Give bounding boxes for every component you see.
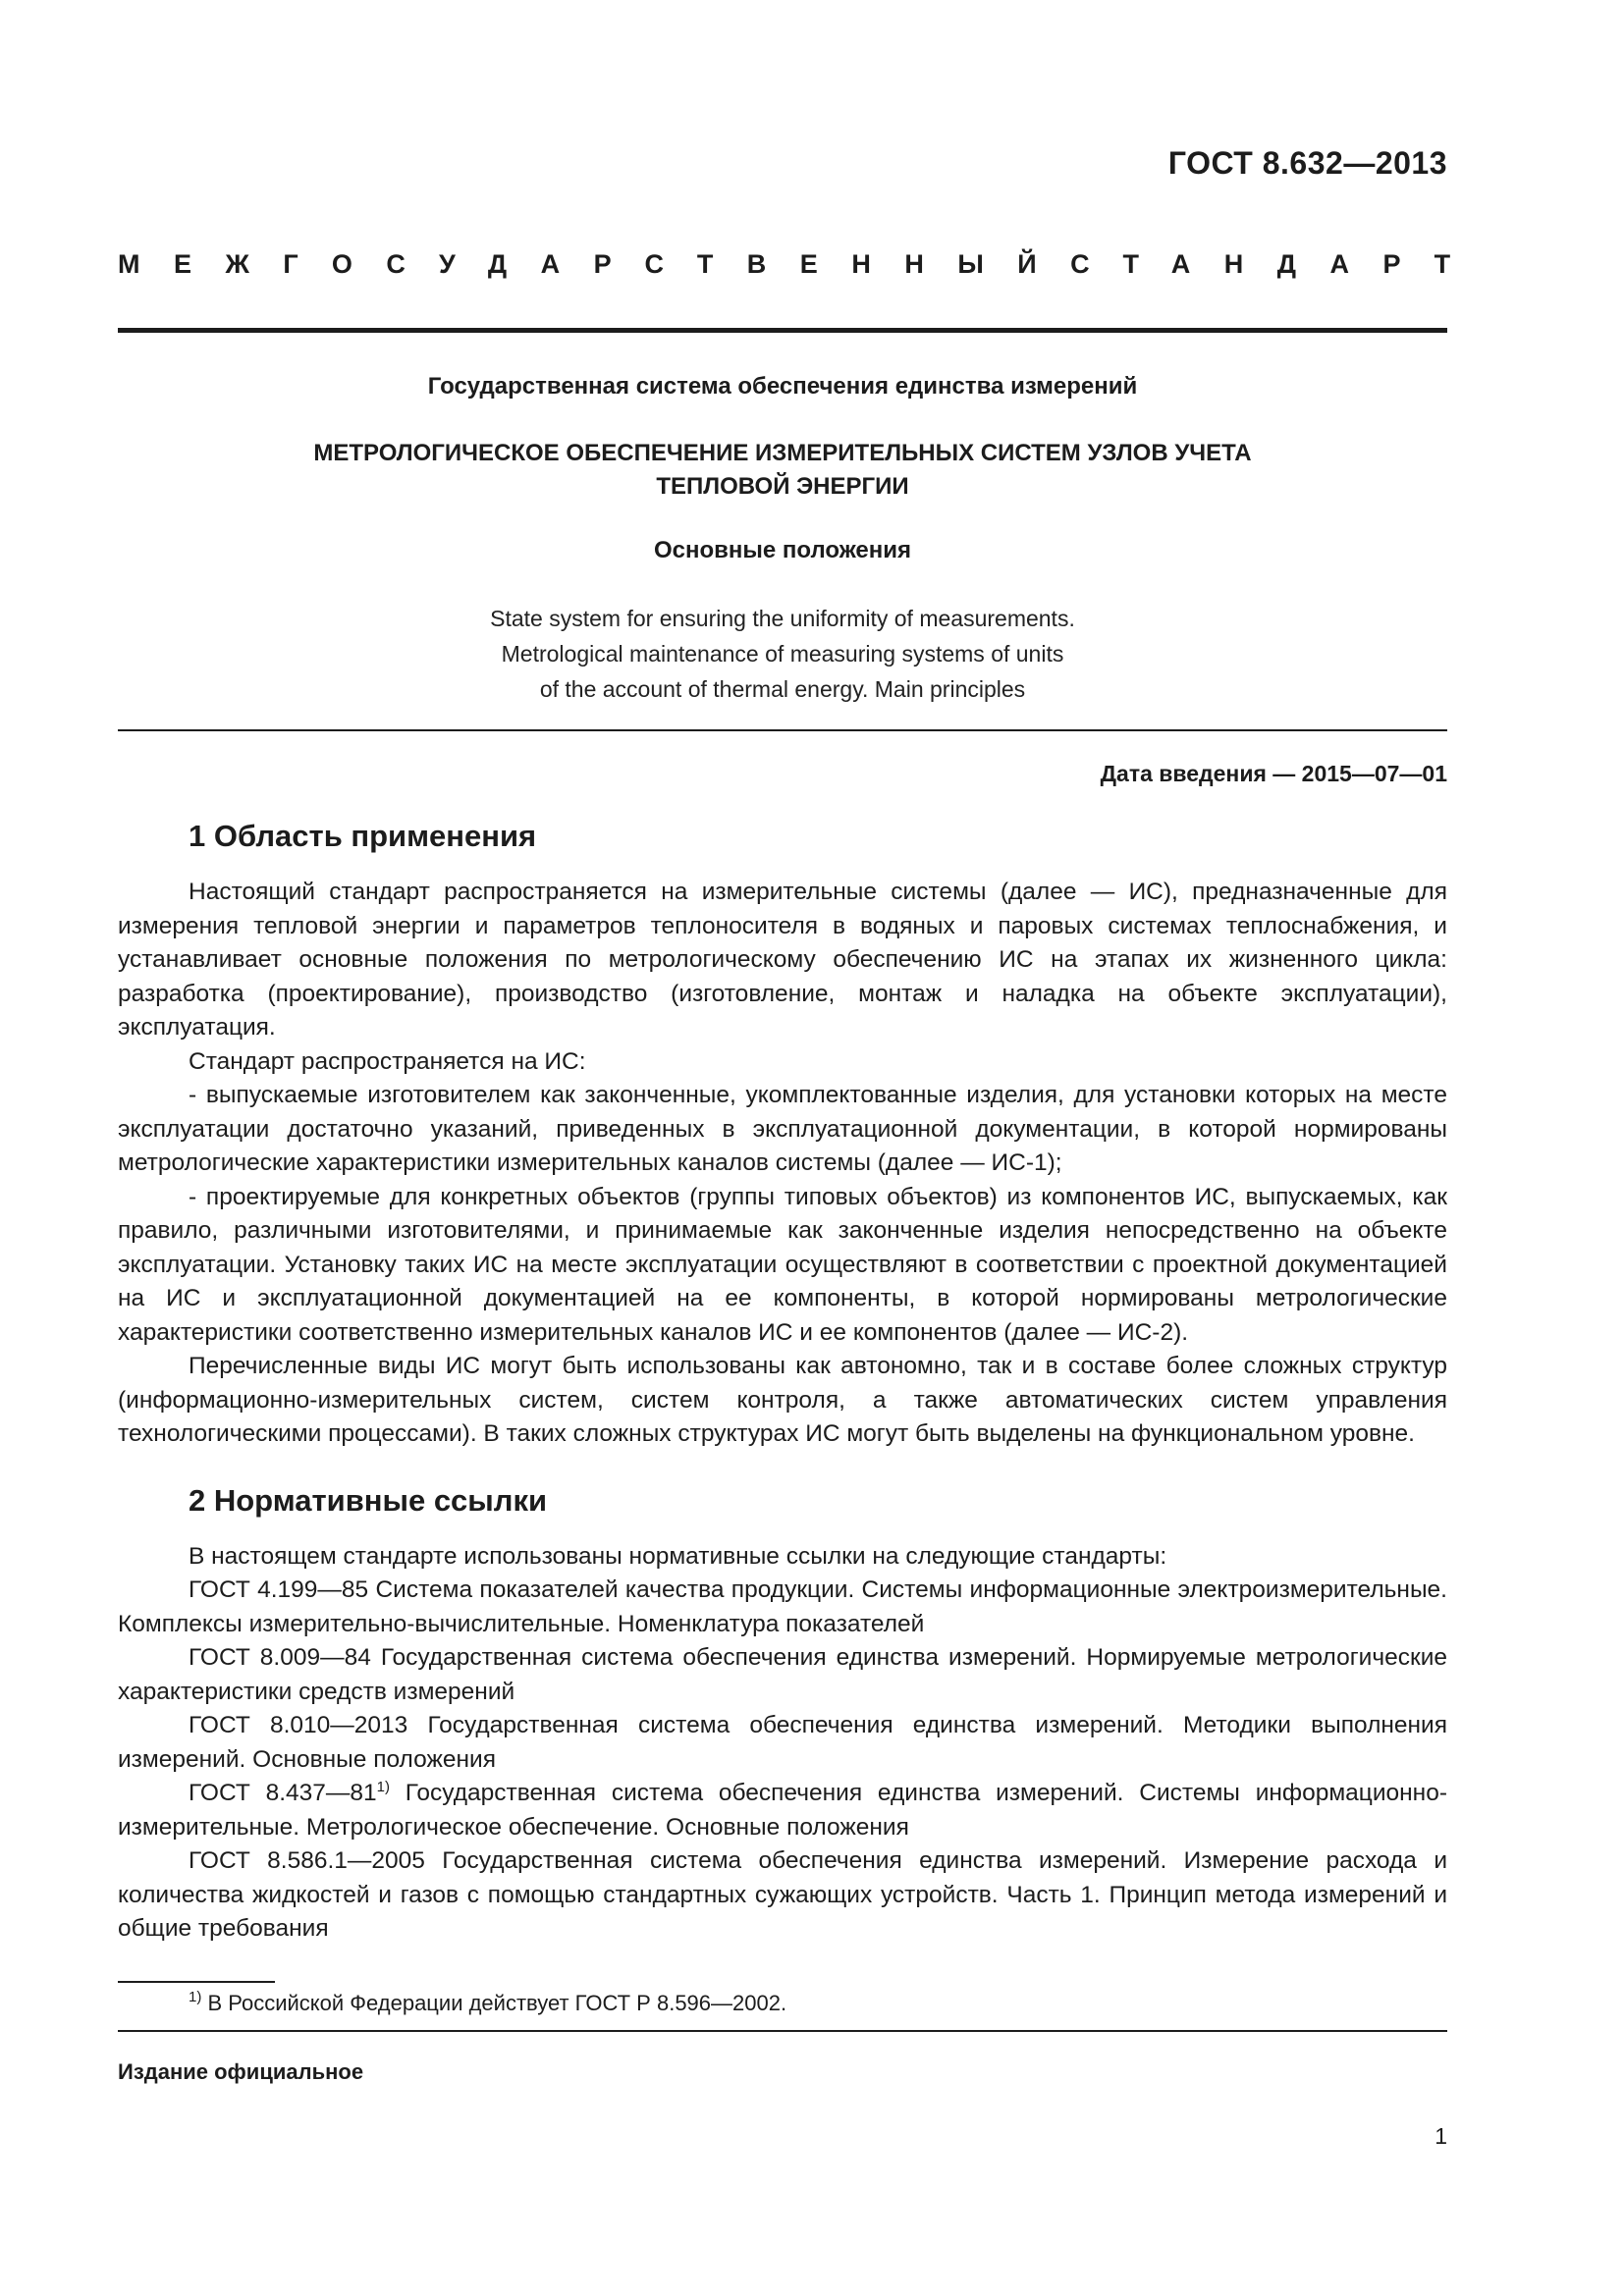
document-title-line: МЕТРОЛОГИЧЕСКОЕ ОБЕСПЕЧЕНИЕ ИЗМЕРИТЕЛЬНЫХ СИСТЕМ УЗЛОВ УЧЕТА [313,440,1252,466]
banner-word-interstate: МЕЖГОСУДАРСТВЕННЫЙ [118,249,1071,279]
interstate-standard-banner [118,249,1485,280]
title-rule [118,729,1447,731]
footer-rule [118,2030,1447,2032]
english-title-line: Metrological maintenance of measuring systems of units [501,641,1064,667]
footnote-text: В Российской Федерации действует ГОСТ Р 8.596—2002. [207,1991,787,2015]
reference-title: Государственная система обеспечения единства измерений. Системы информационно-измерительные. Метрологическое обеспечение. Основные положения [118,1780,1447,1841]
paragraph: В настоящем стандарте использованы нормативные ссылки на следующие стандарты: [189,1542,1167,1570]
header-rule [118,328,1447,333]
document-title-line: ТЕПЛОВОЙ ЭНЕРГИИ [656,473,909,500]
paragraph: - проектируемые для конкретных объектов (группы типовых объектов) из компонентов ИС, выпускаемых, как правило, различными изготовителями, и принимаемые как законченные изделия непосредственно на объекте эксплуатации. Установку таких ИС на месте эксплуатации осуществляют в соответствии с проектной документацией на ИС и эксплуатационной документацией на ее компоненты, в которой нормированы метрологические характеристики соответственно измерительных каналов ИС и ее компонентов (далее — ИС-2). [118,1183,1447,1346]
banner-word-standard: СТАНДАРТ [1070,249,1485,279]
english-title-line: State system for ensuring the uniformity of measurements. [490,606,1075,631]
english-title [118,601,1447,707]
reference-item [118,1777,1447,1844]
paragraph: Перечисленные виды ИС могут быть использованы как автономно, так и в составе более сложных структур (информационно-измерительных систем, систем контроля, а также автоматических систем управления технологическими процессами). В таких сложных структурах ИС могут быть выделены на функциональном уровне. [118,1353,1447,1447]
reference-item: ГОСТ 8.009—84 Государственная система обеспечения единства измерений. Нормируемые метрологические характеристики средств измерений [118,1644,1447,1705]
document-subtitle: Основные положения [653,537,912,563]
reference-code: ГОСТ 8.437—81 [189,1780,377,1806]
reference-item: ГОСТ 4.199—85 Система показателей качества продукции. Системы информационные электроизмерительные. Комплексы измерительно-вычислительные. Номенклатура показателей [118,1576,1447,1637]
footnote [189,1989,786,2018]
reference-item: ГОСТ 8.010—2013 Государственная система обеспечения единства измерений. Методики выполнения измерений. Основные положения [118,1712,1447,1773]
section-heading: 1 Область применения [189,819,537,853]
document-title [118,437,1447,504]
official-edition-label: Издание официальное [118,2059,364,2084]
introduction-date: Дата введения — 2015—07—01 [1100,761,1447,786]
main-content [118,817,1447,1947]
paragraph: - выпускаемые изготовителем как законченные, укомплектованные изделия, для установки которых на месте эксплуатации достаточно указаний, приведенных в эксплуатационной документации, в которой нормированы метрологические характеристики измерительных каналов системы (далее — ИС-1); [118,1082,1447,1176]
paragraph: Настоящий стандарт распространяется на измерительные системы (далее — ИС), предназначенные для измерения тепловой энергии и параметров теплоносителя в водяных и паровых системах теплоснабжения, и устанавливает основные положения по метрологическому обеспечению ИС на этапах их жизненного цикла: разработка (проектирование), производство (изготовление, монтаж и наладка на объекте эксплуатации), эксплуатация. [118,879,1447,1041]
series-title: Государственная система обеспечения единства измерений [427,373,1138,400]
paragraph: Стандарт распространяется на ИС: [189,1047,586,1075]
footnote-marker: 1) [376,1779,390,1795]
page-number: 1 [1435,2123,1447,2149]
standard-number: ГОСТ 8.632—2013 [1167,145,1447,181]
section-heading: 2 Нормативные ссылки [189,1482,548,1518]
footnote-separator [118,1981,275,1983]
footnote-marker: 1) [189,1989,202,2005]
english-title-line: of the account of thermal energy. Main principles [539,676,1026,702]
reference-item: ГОСТ 8.586.1—2005 Государственная система обеспечения единства измерений. Измерение расхода и количества жидкостей и газов с помощью стандартных сужающих устройств. Часть 1. Принцип метода измерений и общие требования [118,1847,1447,1942]
